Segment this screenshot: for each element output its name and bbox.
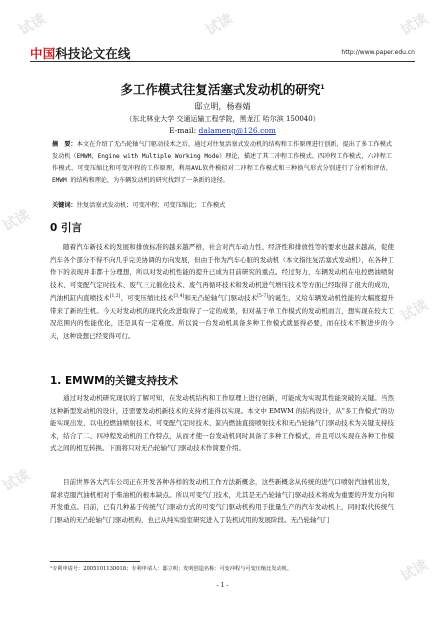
title-footnote-mark: 1: [320, 83, 325, 91]
page-header: [30, 46, 415, 64]
header-rule: [30, 61, 415, 62]
keywords: [52, 201, 392, 211]
body-paragraph: 目前世界各大汽车公司正在开发各种各样的发动机工作方法新概念，这些新概念从传统的进气口喷射汽油机出发，谋求克服汽油机相对于柴油机的根本缺点。所以可变气门技术，尤其是无凸轮轴气门驱动技术将成为重要的开发方向和开发重点。目前，已有几种基于传统气门驱动方式的可变气门驱动机构用于批量生产的汽车发动机上，同时取代传统气门驱动的无凸轮轴气门驱动机构，也已从纯实验室研究进入了装机试用的发展阶段。无凸轮轴气门: [50, 478, 394, 524]
logo-text: 科技论文在线: [55, 46, 131, 61]
watermark: 试读: [398, 556, 431, 585]
site-url[interactable]: http://www.paper.edu.cn: [341, 49, 415, 56]
abstract-label: 摘 要：: [52, 141, 77, 148]
keywords-label: 关键词：: [52, 202, 77, 209]
abstract-text: 本文在介绍了无凸轮轴气门驱动技术之后，通过对往复活塞式发动机的结构和工作原理进行创新，提出了多工作模式发动机（EMWM，Engine with Multiple Working Mode）理论，描述了其二冲程工作模式、四冲程工作模式、六冲程工作模式、可变压缩比和可变冲程的工作原理，利用AVL软件模拟对二冲程工作模式和三种换气形式分别进行了分析和评估，EMWM 的结构和理论，为车辆发动机的研究找到了一条新的途径。: [52, 141, 392, 184]
page-number: - 1 -: [216, 582, 229, 589]
email-line: E-mail: dalameng@126.com: [169, 126, 276, 135]
watermark: 试读: [0, 206, 33, 235]
abstract: [52, 139, 392, 187]
intro-paragraph: 随着汽车新技术的发展和排放标准的越来越严格，社会对汽车动力性、经济性和排放性等的要求也越来越高，促使汽车各个部分不得不向几乎完美协调的方向发展，但由于作为汽车心脏的发动机（本文指往复活塞式发动机），在各种工作下的表现并非都十分理想，所以对发动机性能的提升已成为目前研究的重点。经过努力，车辆发动机在电控燃油喷射技术、可变配气定时技术、废气三元催化技术、废气再循环技术和发动机进气增压技术等方面已经取得了很大的成功，汽油机缸内直喷技术[1,2]、可变压缩比技术[3,4]和无凸轮轴气门驱动技术[5-7]的诞生，又给车辆发动机性能的大幅度提升带来了新的生机。今天对发动机的现代化改进取得了一定的成果，但对基于单工作模式的发动机而言，想实现在较大工况范围内的性能优化，还是具有一定难度。所以说一台发动机具备多种工作模式就显得必要，而在技术不断进步的今天，这种设想已经变得可行。: [50, 243, 395, 340]
watermark: 试读: [203, 10, 236, 39]
section-heading-emwm: 1. EMWM的关键支持技术: [50, 375, 179, 387]
citation: [5-7]: [257, 294, 269, 299]
body-paragraph: 通过对发动机研究现状的了解可知，在发动机结构和工作原理上进行创新，可能成为实现其性能突破的关键。当然这种新型发动机的设计，还需要发动机新技术的支持才能得以实现。本文中 EMWM 的结构设计，从"多工作模式"的功能实现出发，以电控燃油喷射技术、可变配气定时技术、缸内燃油直接喷射技术和无凸轮轴气门驱动技术为关键支持技术，结合了二、四冲程发动机的工作特点，从而才使一台发动机同时具备了多种工作模式，并且可以实现在各种工作模式之间的相互转换。下面将只对无凸轮轴气门驱动技术作简要介绍。: [50, 394, 394, 452]
section-heading-intro: 0 引言: [50, 222, 82, 234]
watermark: 试读: [0, 466, 33, 495]
site-logo: [30, 46, 130, 60]
footnote-rule: [50, 561, 140, 562]
keywords-text: 往复活塞式发动机；可变冲程；可变压缩比；工作模式: [76, 202, 226, 209]
watermark: 试读: [16, 10, 49, 39]
footnote: ¹专利申请号：2005101130018；专利申请人：邸立明；发明创造名称：可变冲程与可变压缩比发动机。: [50, 566, 293, 572]
authors: 邸立明，杨春婧: [194, 102, 251, 111]
watermark: 试读: [398, 10, 431, 39]
citation: [1,2]: [109, 294, 121, 299]
paper-title: 多工作模式往复活塞式发动机的研究$^1$: [120, 82, 325, 97]
affiliation: （东北林业大学 交通运输工程学院，黑龙江 哈尔滨 150040）: [125, 115, 320, 123]
email-link[interactable]: dalameng@126.com: [198, 126, 276, 135]
watermark: 试读: [398, 296, 431, 325]
logo-text-red: 中国: [30, 46, 56, 61]
citation: [3,4]: [173, 294, 185, 299]
